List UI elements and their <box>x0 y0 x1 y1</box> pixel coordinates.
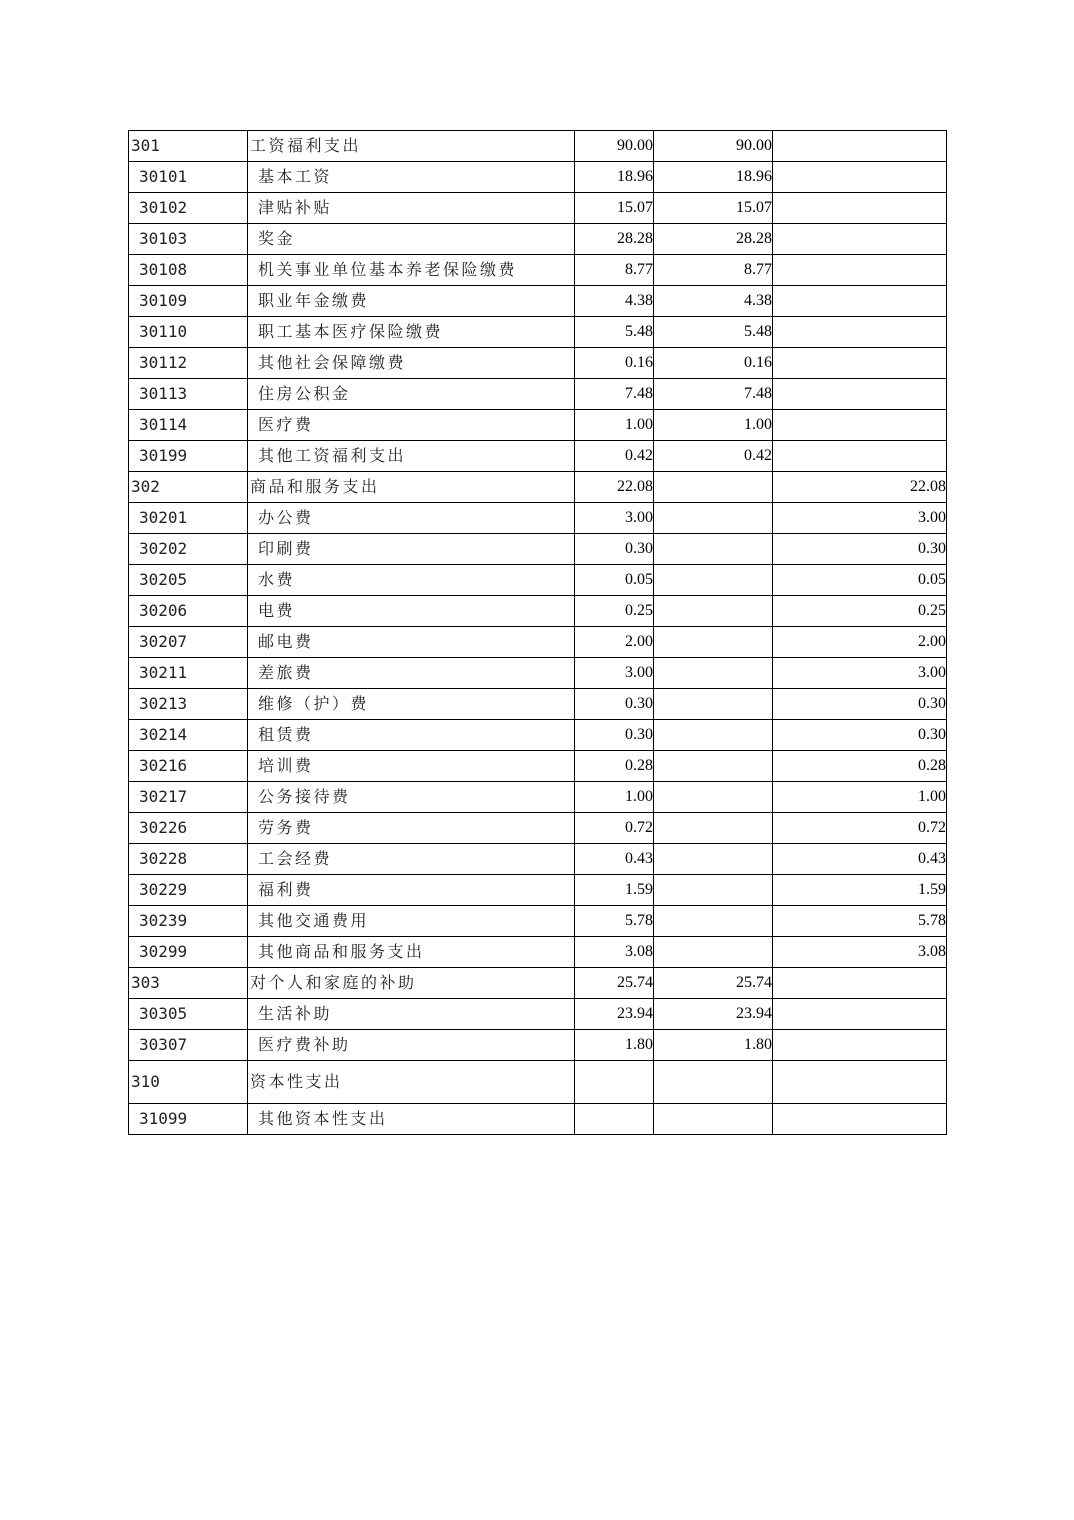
project-cell: 2.00 <box>773 627 947 658</box>
table-row <box>129 999 947 1030</box>
name-cell: 培训费 <box>248 751 575 782</box>
total-cell: 1.00 <box>575 410 654 441</box>
basic-cell <box>654 844 773 875</box>
code-cell: 301 <box>129 131 248 162</box>
name-cell: 机关事业单位基本养老保险缴费 <box>248 255 575 286</box>
basic-cell: 4.38 <box>654 286 773 317</box>
basic-cell <box>654 565 773 596</box>
project-cell: 0.43 <box>773 844 947 875</box>
total-cell: 0.30 <box>575 720 654 751</box>
total-cell: 15.07 <box>575 193 654 224</box>
basic-cell <box>654 875 773 906</box>
project-cell <box>773 348 947 379</box>
code-cell: 30214 <box>129 720 248 751</box>
name-cell: 工会经费 <box>248 844 575 875</box>
total-cell: 0.72 <box>575 813 654 844</box>
project-cell: 0.28 <box>773 751 947 782</box>
project-cell: 0.30 <box>773 720 947 751</box>
code-cell: 30108 <box>129 255 248 286</box>
code-cell: 30114 <box>129 410 248 441</box>
total-cell: 1.00 <box>575 782 654 813</box>
basic-cell: 90.00 <box>654 131 773 162</box>
table-row <box>129 565 947 596</box>
expenditure-table <box>128 130 947 1135</box>
total-cell: 23.94 <box>575 999 654 1030</box>
code-cell: 30205 <box>129 565 248 596</box>
table-row <box>129 751 947 782</box>
code-cell: 303 <box>129 968 248 999</box>
total-cell: 8.77 <box>575 255 654 286</box>
name-cell: 邮电费 <box>248 627 575 658</box>
name-cell: 其他商品和服务支出 <box>248 937 575 968</box>
code-cell: 30199 <box>129 441 248 472</box>
total-cell: 0.16 <box>575 348 654 379</box>
table-row <box>129 937 947 968</box>
table-row <box>129 627 947 658</box>
code-cell: 30110 <box>129 317 248 348</box>
total-cell: 3.00 <box>575 503 654 534</box>
name-cell: 差旅费 <box>248 658 575 689</box>
table-row <box>129 658 947 689</box>
basic-cell: 15.07 <box>654 193 773 224</box>
total-cell: 0.28 <box>575 751 654 782</box>
basic-cell <box>654 1104 773 1135</box>
code-cell: 30229 <box>129 875 248 906</box>
project-cell <box>773 999 947 1030</box>
total-cell: 1.80 <box>575 1030 654 1061</box>
total-cell: 5.48 <box>575 317 654 348</box>
basic-cell: 25.74 <box>654 968 773 999</box>
project-cell <box>773 224 947 255</box>
code-cell: 30305 <box>129 999 248 1030</box>
basic-cell <box>654 937 773 968</box>
table-row <box>129 193 947 224</box>
code-cell: 30299 <box>129 937 248 968</box>
basic-cell <box>654 627 773 658</box>
table-row <box>129 162 947 193</box>
table-body <box>129 131 947 1135</box>
total-cell: 0.30 <box>575 534 654 565</box>
code-cell: 30109 <box>129 286 248 317</box>
basic-cell: 1.80 <box>654 1030 773 1061</box>
table-row <box>129 379 947 410</box>
project-cell: 22.08 <box>773 472 947 503</box>
name-cell: 公务接待费 <box>248 782 575 813</box>
table-row <box>129 131 947 162</box>
project-cell <box>773 255 947 286</box>
code-cell: 31099 <box>129 1104 248 1135</box>
project-cell <box>773 1104 947 1135</box>
table-row <box>129 1030 947 1061</box>
basic-cell: 5.48 <box>654 317 773 348</box>
basic-cell <box>654 689 773 720</box>
code-cell: 30207 <box>129 627 248 658</box>
total-cell: 0.30 <box>575 689 654 720</box>
code-cell: 30202 <box>129 534 248 565</box>
table-row <box>129 968 947 999</box>
project-cell: 0.30 <box>773 689 947 720</box>
basic-cell: 23.94 <box>654 999 773 1030</box>
total-cell: 1.59 <box>575 875 654 906</box>
project-cell <box>773 968 947 999</box>
total-cell: 3.00 <box>575 658 654 689</box>
basic-cell: 1.00 <box>654 410 773 441</box>
name-cell: 水费 <box>248 565 575 596</box>
basic-cell <box>654 503 773 534</box>
project-cell <box>773 410 947 441</box>
total-cell: 0.43 <box>575 844 654 875</box>
total-cell: 4.38 <box>575 286 654 317</box>
total-cell <box>575 1104 654 1135</box>
table-row <box>129 689 947 720</box>
project-cell: 0.72 <box>773 813 947 844</box>
name-cell: 福利费 <box>248 875 575 906</box>
table-row <box>129 503 947 534</box>
total-cell: 3.08 <box>575 937 654 968</box>
basic-cell: 7.48 <box>654 379 773 410</box>
code-cell: 30112 <box>129 348 248 379</box>
name-cell: 医疗费 <box>248 410 575 441</box>
name-cell: 职业年金缴费 <box>248 286 575 317</box>
project-cell: 1.00 <box>773 782 947 813</box>
table-row <box>129 1104 947 1135</box>
code-cell: 30239 <box>129 906 248 937</box>
project-cell: 3.00 <box>773 503 947 534</box>
project-cell <box>773 441 947 472</box>
total-cell: 25.74 <box>575 968 654 999</box>
code-cell: 30228 <box>129 844 248 875</box>
project-cell <box>773 379 947 410</box>
code-cell: 30201 <box>129 503 248 534</box>
code-cell: 302 <box>129 472 248 503</box>
name-cell: 医疗费补助 <box>248 1030 575 1061</box>
name-cell: 其他工资福利支出 <box>248 441 575 472</box>
basic-cell: 8.77 <box>654 255 773 286</box>
project-cell <box>773 1061 947 1104</box>
code-cell: 310 <box>129 1061 248 1104</box>
table-row <box>129 410 947 441</box>
total-cell: 22.08 <box>575 472 654 503</box>
table-row <box>129 441 947 472</box>
project-cell: 0.25 <box>773 596 947 627</box>
code-cell: 30102 <box>129 193 248 224</box>
basic-cell <box>654 906 773 937</box>
table-row <box>129 906 947 937</box>
table-row <box>129 348 947 379</box>
project-cell: 1.59 <box>773 875 947 906</box>
basic-cell <box>654 534 773 565</box>
table-row <box>129 286 947 317</box>
project-cell <box>773 317 947 348</box>
code-cell: 30211 <box>129 658 248 689</box>
name-cell: 办公费 <box>248 503 575 534</box>
project-cell: 0.05 <box>773 565 947 596</box>
basic-cell <box>654 720 773 751</box>
name-cell: 职工基本医疗保险缴费 <box>248 317 575 348</box>
name-cell: 住房公积金 <box>248 379 575 410</box>
code-cell: 30206 <box>129 596 248 627</box>
table-row <box>129 1061 947 1104</box>
basic-cell: 0.42 <box>654 441 773 472</box>
name-cell: 商品和服务支出 <box>248 472 575 503</box>
basic-cell <box>654 1061 773 1104</box>
project-cell: 0.30 <box>773 534 947 565</box>
code-cell: 30103 <box>129 224 248 255</box>
code-cell: 30213 <box>129 689 248 720</box>
total-cell: 18.96 <box>575 162 654 193</box>
total-cell: 0.05 <box>575 565 654 596</box>
name-cell: 电费 <box>248 596 575 627</box>
project-cell <box>773 162 947 193</box>
table-row <box>129 720 947 751</box>
name-cell: 其他资本性支出 <box>248 1104 575 1135</box>
basic-cell <box>654 596 773 627</box>
project-cell <box>773 131 947 162</box>
table-row <box>129 813 947 844</box>
name-cell: 基本工资 <box>248 162 575 193</box>
name-cell: 维修（护）费 <box>248 689 575 720</box>
code-cell: 30226 <box>129 813 248 844</box>
table-row <box>129 875 947 906</box>
name-cell: 印刷费 <box>248 534 575 565</box>
table-row <box>129 472 947 503</box>
basic-cell <box>654 782 773 813</box>
name-cell: 资本性支出 <box>248 1061 575 1104</box>
basic-cell <box>654 751 773 782</box>
basic-cell: 0.16 <box>654 348 773 379</box>
project-cell <box>773 286 947 317</box>
table-row <box>129 844 947 875</box>
code-cell: 30216 <box>129 751 248 782</box>
total-cell <box>575 1061 654 1104</box>
project-cell <box>773 1030 947 1061</box>
total-cell: 28.28 <box>575 224 654 255</box>
total-cell: 0.25 <box>575 596 654 627</box>
name-cell: 奖金 <box>248 224 575 255</box>
table-row <box>129 596 947 627</box>
basic-cell: 18.96 <box>654 162 773 193</box>
basic-cell <box>654 658 773 689</box>
name-cell: 对个人和家庭的补助 <box>248 968 575 999</box>
name-cell: 工资福利支出 <box>248 131 575 162</box>
basic-cell <box>654 813 773 844</box>
total-cell: 2.00 <box>575 627 654 658</box>
code-cell: 30113 <box>129 379 248 410</box>
total-cell: 90.00 <box>575 131 654 162</box>
name-cell: 劳务费 <box>248 813 575 844</box>
total-cell: 0.42 <box>575 441 654 472</box>
project-cell <box>773 193 947 224</box>
code-cell: 30307 <box>129 1030 248 1061</box>
table-row <box>129 782 947 813</box>
table-row <box>129 255 947 286</box>
code-cell: 30217 <box>129 782 248 813</box>
table-row <box>129 317 947 348</box>
total-cell: 5.78 <box>575 906 654 937</box>
basic-cell: 28.28 <box>654 224 773 255</box>
name-cell: 津贴补贴 <box>248 193 575 224</box>
project-cell: 3.00 <box>773 658 947 689</box>
table-row <box>129 224 947 255</box>
name-cell: 生活补助 <box>248 999 575 1030</box>
project-cell: 5.78 <box>773 906 947 937</box>
name-cell: 其他社会保障缴费 <box>248 348 575 379</box>
name-cell: 其他交通费用 <box>248 906 575 937</box>
total-cell: 7.48 <box>575 379 654 410</box>
name-cell: 租赁费 <box>248 720 575 751</box>
table-row <box>129 534 947 565</box>
basic-cell <box>654 472 773 503</box>
project-cell: 3.08 <box>773 937 947 968</box>
code-cell: 30101 <box>129 162 248 193</box>
